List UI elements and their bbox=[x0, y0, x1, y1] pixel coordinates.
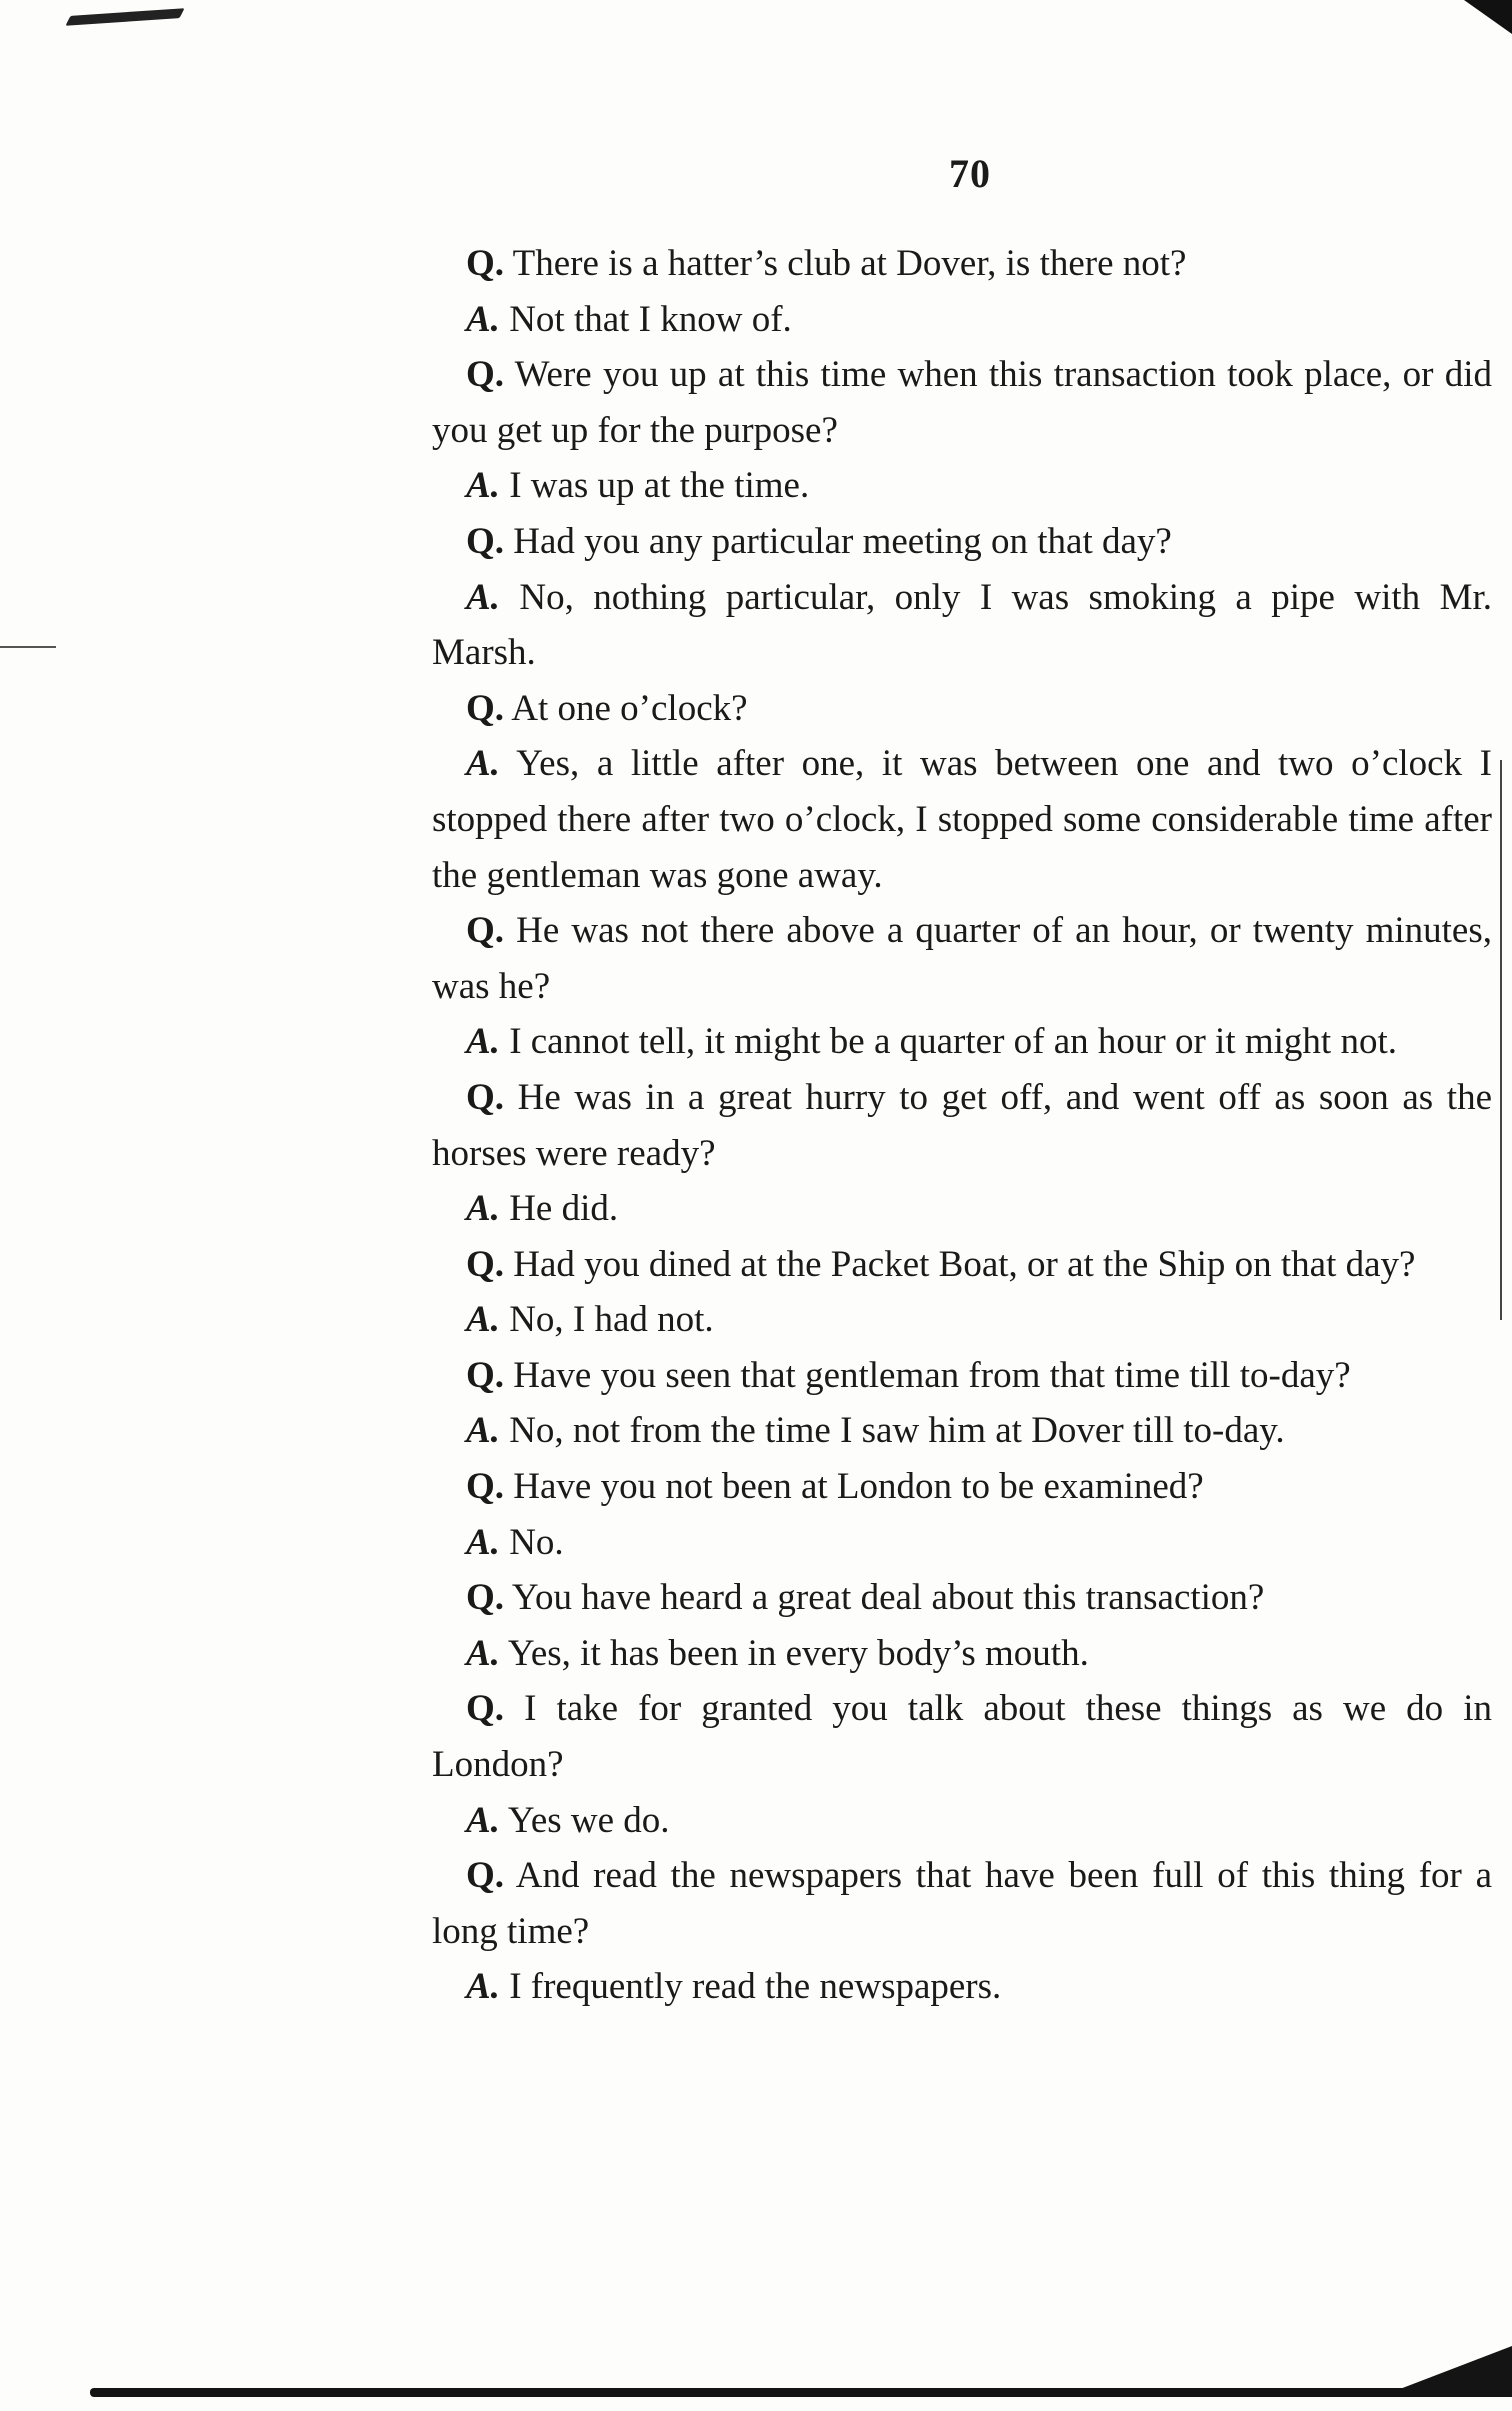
speaker-label: A. bbox=[466, 1188, 500, 1230]
paragraph-text: Had you dined at the Packet Boat, or at the Ship on that day? bbox=[513, 1243, 1416, 1285]
question-paragraph bbox=[432, 1848, 1492, 1959]
paragraph-text: I was up at the time. bbox=[509, 465, 810, 507]
answer-paragraph bbox=[432, 1959, 1492, 2015]
answer-paragraph bbox=[432, 1515, 1492, 1571]
paragraph-text: I cannot tell, it might be a quarter of an hour or it might not. bbox=[509, 1021, 1397, 1063]
question-paragraph bbox=[432, 1570, 1492, 1626]
page-number: 70 bbox=[949, 151, 991, 196]
speaker-label: A. bbox=[466, 1299, 500, 1341]
answer-paragraph bbox=[432, 1181, 1492, 1237]
answer-paragraph bbox=[432, 570, 1492, 681]
speaker-label: Q. bbox=[466, 687, 505, 729]
answer-paragraph bbox=[432, 1014, 1492, 1070]
paragraph-text: Yes we do. bbox=[507, 1799, 670, 1841]
speaker-label: A. bbox=[466, 1021, 500, 1063]
speaker-label: Q. bbox=[466, 354, 505, 396]
paragraph-text: Have you seen that gentleman from that time till to-day? bbox=[513, 1354, 1351, 1396]
answer-paragraph bbox=[432, 1793, 1492, 1849]
paragraph-text: No, nothing particular, only I was smoking a pipe with Mr. Marsh. bbox=[432, 576, 1493, 674]
paragraph-text: No, I had not. bbox=[509, 1299, 714, 1341]
speaker-label: A. bbox=[466, 1410, 500, 1452]
paragraph-text: Have you not been at London to be examined? bbox=[513, 1466, 1204, 1508]
paragraph-text: He was not there above a quarter of an hour, or twenty minutes, was he? bbox=[432, 910, 1493, 1007]
paragraph-text: Not that I know of. bbox=[509, 298, 792, 340]
speaker-label: Q. bbox=[466, 1466, 505, 1508]
question-paragraph bbox=[432, 347, 1492, 458]
speaker-label: A. bbox=[466, 1521, 500, 1563]
scan-edge-line bbox=[1500, 760, 1502, 1320]
speaker-label: A. bbox=[466, 465, 500, 507]
answer-paragraph bbox=[432, 292, 1492, 348]
paragraph-text: I frequently read the newspapers. bbox=[509, 1966, 1002, 2008]
paragraph-text: He did. bbox=[509, 1188, 619, 1230]
answer-paragraph bbox=[432, 1626, 1492, 1682]
answer-paragraph bbox=[432, 458, 1492, 514]
speaker-label: Q. bbox=[466, 1855, 505, 1897]
speaker-label: A. bbox=[466, 576, 500, 618]
paragraph-text: There is a hatter’s club at Dover, is there not? bbox=[512, 243, 1187, 284]
scan-corner-top-right bbox=[1464, 0, 1512, 34]
speaker-label: A. bbox=[466, 1632, 500, 1674]
speaker-label: A. bbox=[466, 743, 500, 785]
question-paragraph bbox=[432, 236, 1492, 292]
question-paragraph bbox=[432, 1459, 1492, 1515]
scan-corner-bottom-right bbox=[1392, 2346, 1512, 2392]
scan-bottom-edge bbox=[90, 2388, 1512, 2397]
question-paragraph bbox=[432, 681, 1492, 737]
scan-mark-top-left bbox=[65, 8, 184, 26]
question-paragraph bbox=[432, 903, 1492, 1014]
speaker-label: A. bbox=[466, 1799, 500, 1841]
speaker-label: Q. bbox=[466, 1688, 505, 1730]
question-paragraph bbox=[432, 1070, 1492, 1181]
scan-mark-left bbox=[0, 646, 56, 648]
speaker-label: Q. bbox=[466, 1354, 505, 1396]
paragraph-text: No, not from the time I saw him at Dover till to-day. bbox=[509, 1410, 1285, 1452]
speaker-label: Q. bbox=[466, 1243, 505, 1285]
paragraph-text: I take for granted you talk about these things as we do in London? bbox=[432, 1688, 1492, 1786]
paragraph-text: And read the newspapers that have been full of this thing for a long time? bbox=[432, 1855, 1492, 1952]
speaker-label: A. bbox=[466, 298, 500, 340]
speaker-label: Q. bbox=[466, 1076, 505, 1118]
paragraph-text: He was in a great hurry to get off, and went off as soon as the horses were ready? bbox=[432, 1076, 1492, 1174]
paragraph-text: Had you any particular meeting on that day? bbox=[513, 520, 1172, 562]
speaker-label: Q. bbox=[466, 910, 505, 952]
paragraph-text: Yes, it has been in every body’s mouth. bbox=[507, 1632, 1089, 1674]
answer-paragraph bbox=[432, 1292, 1492, 1348]
speaker-label: Q. bbox=[466, 520, 505, 562]
question-paragraph bbox=[432, 1237, 1492, 1293]
question-paragraph bbox=[432, 1348, 1492, 1404]
paragraph-text: You have heard a great deal about this transaction? bbox=[511, 1577, 1265, 1619]
speaker-label: Q. bbox=[466, 1577, 505, 1619]
paragraph-text: Yes, a little after one, it was between one and two o’clock I stopped there after two o’clock, I stopped some considerable time after the gentleman was gone away. bbox=[432, 743, 1492, 896]
question-paragraph bbox=[432, 1681, 1492, 1792]
speaker-label: A. bbox=[466, 1966, 500, 2008]
paragraph-text: Were you up at this time when this transaction took place, or did you get up for the purpose? bbox=[432, 354, 1492, 451]
paragraph-text: At one o’clock? bbox=[511, 687, 748, 729]
question-paragraph bbox=[432, 514, 1492, 570]
speaker-label: Q. bbox=[466, 243, 505, 284]
testimony-text bbox=[432, 236, 1492, 2015]
answer-paragraph bbox=[432, 736, 1492, 903]
answer-paragraph bbox=[432, 1403, 1492, 1459]
paragraph-text: No. bbox=[509, 1521, 564, 1563]
